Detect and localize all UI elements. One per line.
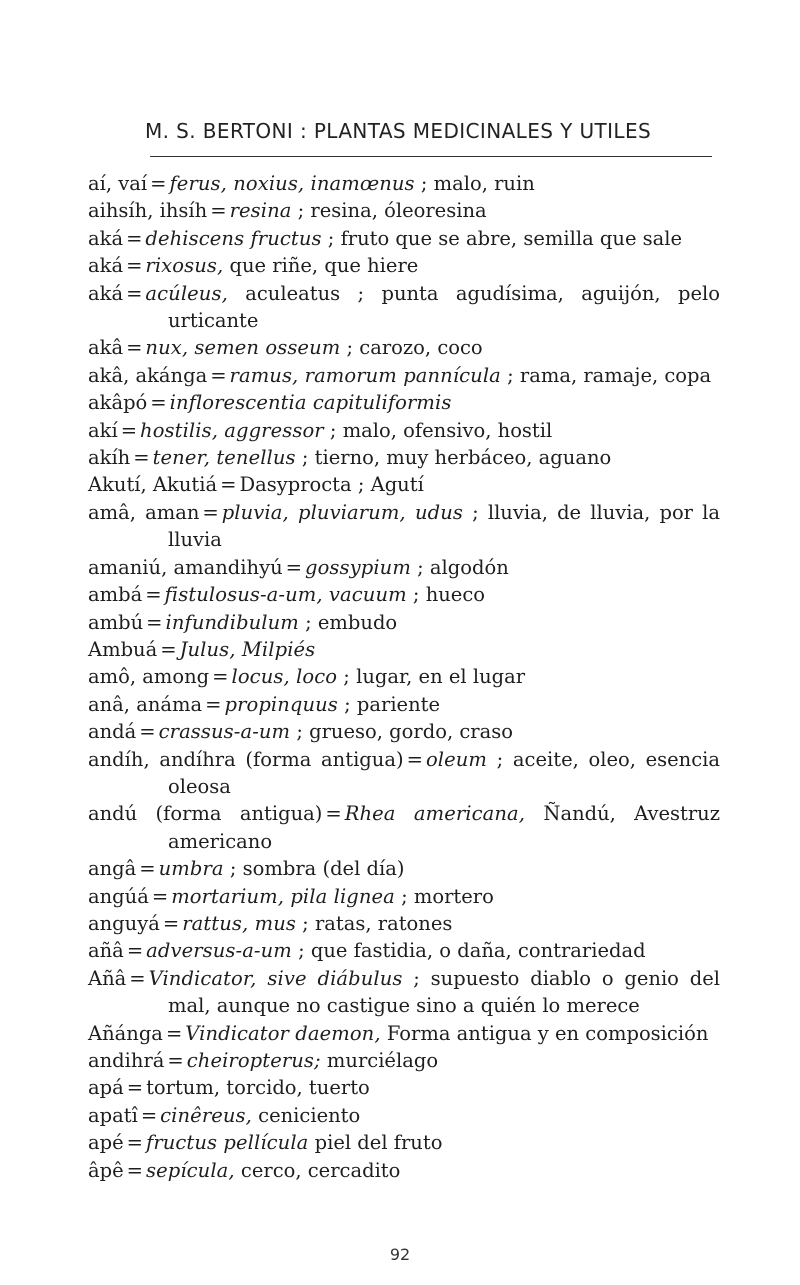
entry-term: angúá: [88, 884, 149, 908]
entry-meaning: Forma antigua y en composición: [386, 1021, 709, 1045]
glossary-entry: añâ = adversus-a-um ; que fastidia, o daña, contrariedad: [88, 939, 646, 963]
glossary-entry: andíh, andíhra (forma antigua) = oleum ; aceite, oleo, esencia oleosa: [88, 747, 721, 798]
entry-latin: tener, tenellus: [152, 446, 296, 470]
entry-term: apá: [88, 1076, 124, 1100]
entry-meaning: cerco, cercadito: [240, 1158, 401, 1182]
entry-latin: fructus pellícula: [146, 1131, 309, 1155]
entry-latin: rattus, mus: [182, 911, 296, 935]
entry-term: andíh, andíhra (forma antigua): [88, 747, 404, 771]
entry-term: akíh: [88, 446, 131, 470]
entry-term: apé: [88, 1131, 124, 1155]
entry-latin: sepícula,: [146, 1158, 235, 1182]
entry-latin: cheiropterus;: [186, 1049, 321, 1072]
glossary-entry: anâ, anáma = propinquus ; pariente: [88, 692, 441, 716]
entry-latin: acúleus,: [145, 281, 228, 305]
entry-latin: infundibulum: [165, 610, 299, 634]
glossary-entry: aká = acúleus, aculeatus ; punta agudísima, aguijón, pelo urticante: [88, 281, 720, 333]
entry-meaning: resina, óleoresina: [310, 199, 487, 223]
entry-meaning: tierno, muy herbáceo, aguano: [314, 446, 612, 470]
entry-term: amâ, aman: [88, 500, 200, 524]
entry-latin: pluvia, pluviarum, udus: [221, 500, 463, 524]
entry-meaning: que riñe, que hiere: [229, 254, 419, 278]
glossary-entry: angúá = mortarium, pila lignea ; mortero: [88, 884, 494, 908]
glossary-entry: andá = crassus-a-um ; grueso, gordo, craso: [88, 720, 513, 744]
entry-meaning: malo, ofensivo, hostil: [342, 418, 553, 442]
entry-term: andá: [88, 720, 137, 744]
entry-term: Akutí, Akutiá: [88, 473, 218, 497]
glossary-entry: akâ = nux, semen osseum ; carozo, coco: [88, 336, 483, 360]
entry-term: Añánga: [88, 1021, 163, 1045]
entry-term: anâ, anáma: [88, 692, 203, 716]
entry-term: aká: [88, 226, 124, 250]
glossary-entry: andú (forma antigua) = Rhea americana, Ñandú, Avestruz americano: [88, 802, 721, 853]
entry-term: apatî: [88, 1103, 138, 1127]
entry-meaning: pariente: [356, 692, 441, 716]
entry-meaning: aculeatus ; punta agudísima, aguijón, pelo urticante: [168, 281, 720, 333]
entry-meaning: supuesto diablo o genio del mal, aunque no castigue sino a quién lo merece: [168, 966, 720, 1018]
entry-latin: dehiscens fructus: [145, 226, 322, 250]
entry-term: akí: [88, 418, 118, 442]
entry-meaning: Dasyprocta ; Agutí: [239, 473, 424, 497]
entry-latin: locus, loco: [231, 665, 338, 689]
entry-meaning: murciélago: [326, 1049, 439, 1072]
glossary-list: [88, 170, 720, 1184]
glossary-entry: amaniú, amandihyú = gossypium ; algodón: [88, 555, 509, 579]
entry-term: Añâ: [88, 966, 127, 990]
glossary-entry: Ambuá = Julus, Milpiés: [88, 637, 316, 661]
glossary-entry: âpê = sepícula, cerco, cercadito: [88, 1158, 401, 1182]
entry-latin: resina: [229, 199, 292, 223]
entry-meaning: fruto que se abre, semilla que sale: [340, 226, 683, 250]
entry-meaning: tortum, torcido, tuerto: [146, 1076, 370, 1100]
entry-meaning: piel del fruto: [314, 1131, 443, 1155]
entry-meaning: algodón: [429, 555, 509, 579]
glossary-entry: amâ, aman = pluvia, pluviarum, udus ; lluvia, de lluvia, por la lluvia: [88, 500, 720, 552]
entry-latin: propinquus: [224, 692, 338, 716]
entry-term: andú (forma antigua): [88, 802, 323, 826]
running-header: M. S. BERTONI : PLANTAS MEDICINALES Y UTILES: [145, 119, 652, 143]
entry-term: âpê: [88, 1158, 124, 1182]
entry-meaning: Ñandú, Avestruz americano: [168, 802, 721, 853]
entry-term: akâ, akánga: [88, 363, 208, 387]
entry-term: anguyá: [88, 911, 160, 935]
entry-latin: fistulosus-a-um, vacuum: [164, 583, 407, 607]
entry-latin: rixosus,: [145, 254, 224, 278]
entry-latin: cinêreus,: [160, 1103, 252, 1127]
glossary-entry: akí = hostilis, aggressor ; malo, ofensivo, hostil: [88, 418, 553, 442]
entry-term: aká: [88, 254, 124, 278]
entry-term: akâ: [88, 336, 124, 360]
glossary-entry: apatî = cinêreus, ceniciento: [88, 1103, 361, 1127]
entry-meaning: ratas, ratones: [314, 911, 453, 935]
entry-meaning: lluvia, de lluvia, por la lluvia: [168, 500, 720, 552]
entry-latin: gossypium: [305, 555, 411, 579]
entry-term: Ambuá: [88, 637, 158, 661]
entry-meaning: sombra (del día): [242, 857, 405, 881]
entry-meaning: aceite, oleo, esencia oleosa: [168, 747, 721, 798]
entry-term: ambá: [88, 583, 143, 607]
entry-latin: ramus, ramorum pannícula: [229, 363, 501, 387]
glossary-entry: aká = dehiscens fructus ; fruto que se abre, semilla que sale: [88, 226, 683, 250]
entry-latin: nux, semen osseum: [145, 336, 341, 360]
glossary-entry: aká = rixosus, que riñe, que hiere: [88, 254, 419, 278]
glossary-entry: anguyá = rattus, mus ; ratas, ratones: [88, 911, 453, 935]
glossary-entry: apá = tortum, torcido, tuerto: [88, 1076, 370, 1100]
entry-latin: oleum: [425, 747, 488, 771]
glossary-entry: apé = fructus pellícula piel del fruto: [88, 1131, 443, 1155]
glossary-entry: ambá = fistulosus-a-um, vacuum ; hueco: [88, 583, 486, 607]
entry-latin: Vindicator daemon,: [185, 1021, 381, 1045]
entry-latin: hostilis, aggressor: [140, 418, 324, 442]
entry-term: akâpó: [88, 391, 148, 415]
page-number: 92: [389, 1245, 411, 1264]
entry-meaning: grueso, gordo, craso: [309, 720, 513, 744]
entry-term: aihsíh, ihsíh: [88, 199, 208, 223]
header-rule: [150, 156, 712, 157]
glossary-entry: aí, vaí = ferus, noxius, inamœnus ; malo, ruin: [88, 172, 535, 195]
entry-latin: umbra: [158, 857, 224, 881]
glossary-entry: Añánga = Vindicator daemon, Forma antigua y en composición: [88, 1021, 709, 1045]
entry-meaning: hueco: [425, 583, 486, 607]
entry-latin: Julus, Milpiés: [179, 637, 316, 661]
entry-meaning: mortero: [413, 884, 494, 908]
entry-term: amô, among: [88, 665, 210, 689]
entry-latin: Rhea americana,: [344, 802, 526, 826]
entry-term: aí, vaí: [88, 172, 148, 195]
glossary-entry: angâ = umbra ; sombra (del día): [88, 857, 405, 881]
entry-latin: Vindicator, sive diábulus: [148, 966, 403, 990]
entry-meaning: lugar, en el lugar: [356, 665, 526, 689]
entry-latin: crassus-a-um: [158, 720, 291, 744]
glossary-entry: aihsíh, ihsíh = resina ; resina, óleoresina: [88, 199, 487, 223]
entry-term: amaniú, amandihyú: [88, 555, 283, 579]
entry-meaning: rama, ramaje, copa: [519, 363, 712, 387]
glossary-entry: akâpó = inflorescentia capituliformis: [88, 391, 452, 415]
entry-term: andihrá: [88, 1049, 165, 1072]
entry-latin: ferus, noxius, inamœnus: [169, 172, 415, 195]
glossary-entry: ambú = infundibulum ; embudo: [88, 610, 398, 634]
glossary-entry: Añâ = Vindicator, sive diábulus ; supuesto diablo o genio del mal, aunque no castigue sino a quién lo merece: [88, 966, 720, 1018]
entry-term: aká: [88, 281, 124, 305]
entry-meaning: carozo, coco: [359, 336, 483, 360]
entry-term: ambú: [88, 610, 144, 634]
glossary-entry: andihrá = cheiropterus; murciélago: [88, 1049, 439, 1072]
glossary-entry: akâ, akánga = ramus, ramorum pannícula ; rama, ramaje, copa: [88, 363, 712, 387]
glossary-entry: Akutí, Akutiá = Dasyprocta ; Agutí: [88, 473, 424, 497]
entry-latin: adversus-a-um: [146, 939, 292, 963]
entry-latin: mortarium, pila lignea: [171, 884, 395, 908]
entry-meaning: ceniciento: [258, 1103, 361, 1127]
entry-meaning: malo, ruin: [433, 172, 535, 195]
entry-term: angâ: [88, 857, 137, 881]
entry-latin: inflorescentia capituliformis: [169, 391, 452, 415]
glossary-entry: amô, among = locus, loco ; lugar, en el lugar: [88, 665, 526, 689]
entry-term: añâ: [88, 939, 124, 963]
entry-meaning: que fastidia, o daña, contrariedad: [310, 939, 646, 963]
glossary-entry: akíh = tener, tenellus ; tierno, muy herbáceo, aguano: [88, 446, 612, 470]
entry-meaning: embudo: [317, 610, 398, 634]
